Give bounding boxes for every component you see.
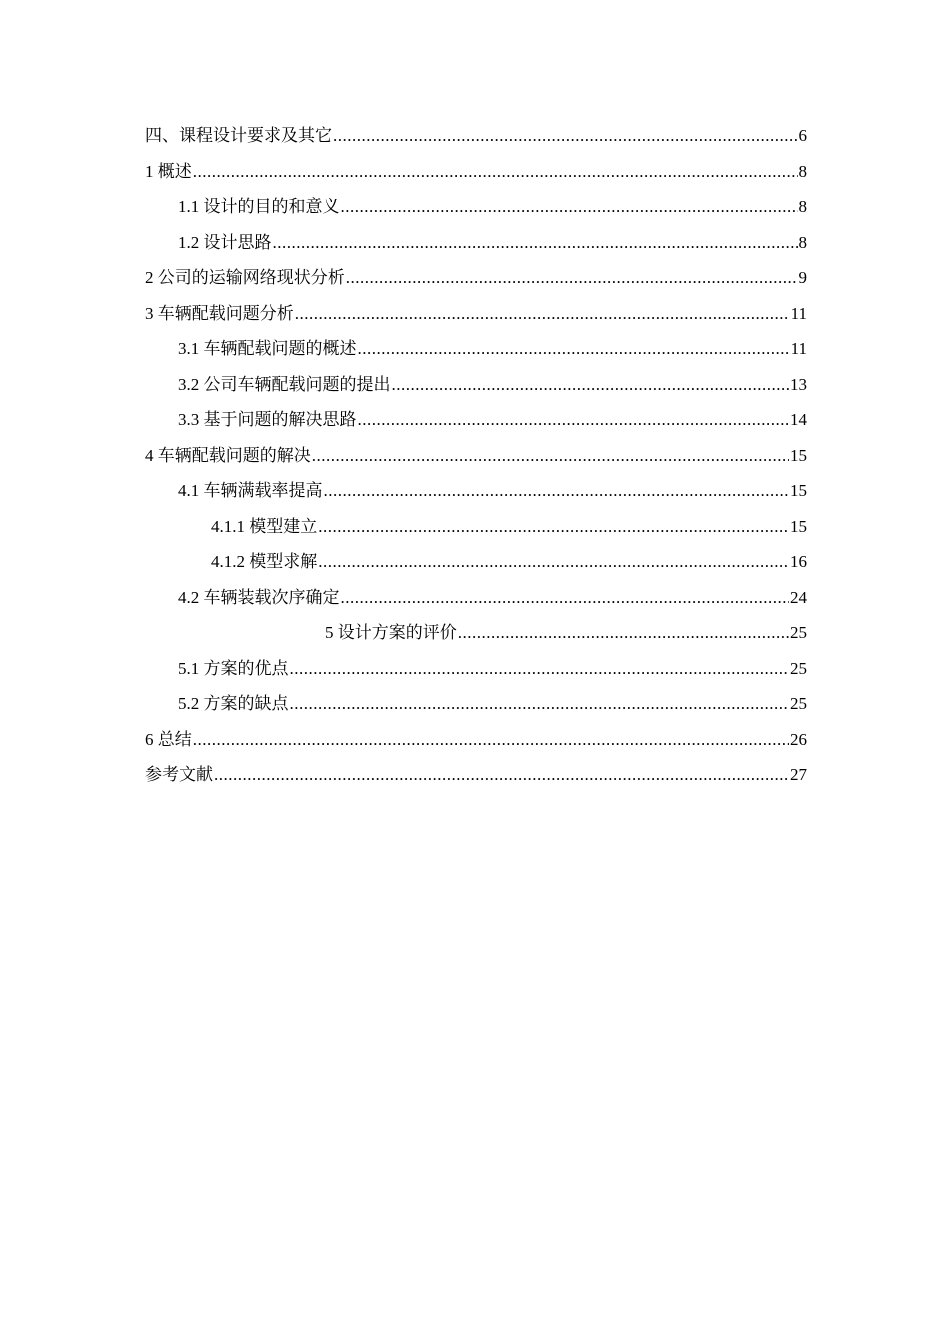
toc-dot-leader (273, 225, 798, 261)
toc-dot-leader (341, 189, 798, 225)
toc-entry-page: 13 (790, 374, 807, 394)
toc-entry-title: 4.1.2 模型求解 (211, 552, 318, 571)
toc-entry-title: 6 总结 (145, 729, 192, 749)
toc-entry-title: 3 车辆配载问题分析 (145, 303, 294, 323)
toc-dot-leader (341, 580, 790, 616)
toc-entry[interactable] (145, 473, 807, 509)
toc-dot-leader (193, 154, 798, 190)
toc-entry-title: 2 公司的运输网络现状分析 (145, 268, 345, 287)
toc-dot-leader (324, 473, 790, 509)
toc-dot-leader (346, 260, 798, 296)
toc-dot-leader (318, 509, 789, 545)
toc-entry[interactable] (145, 722, 807, 758)
toc-entry-page: 8 (798, 232, 807, 252)
toc-entry-page: 25 (790, 623, 807, 642)
toc-entry[interactable] (145, 438, 807, 474)
toc-entry-page: 14 (790, 410, 807, 429)
toc-entry-page: 15 (790, 481, 807, 500)
toc-entry-page: 26 (790, 729, 807, 749)
toc-entry-title: 4 车辆配载问题的解决 (145, 445, 311, 465)
toc-entry[interactable] (145, 544, 807, 580)
toc-dot-leader (318, 544, 789, 580)
toc-entry[interactable] (145, 331, 807, 367)
toc-entry-title: 4.2 车辆装载次序确定 (178, 587, 340, 607)
toc-dot-leader (312, 438, 789, 474)
toc-entry-title: 3.2 公司车辆配载问题的提出 (178, 374, 391, 394)
toc-entry-page: 9 (798, 268, 807, 287)
toc-entry[interactable] (145, 296, 807, 332)
toc-entry[interactable] (145, 580, 807, 616)
toc-entry-title: 3.3 基于问题的解决思路 (178, 410, 357, 429)
toc-entry-title: 5.2 方案的缺点 (178, 694, 289, 713)
toc-entry-title: 1 概述 (145, 161, 192, 181)
toc-entry-page: 8 (798, 161, 807, 181)
toc-entry[interactable] (145, 509, 807, 545)
toc-dot-leader (458, 615, 789, 651)
toc-entry-title: 4.1.1 模型建立 (211, 516, 318, 536)
toc-entry[interactable] (145, 225, 807, 261)
toc-entry-title: 1.2 设计思路 (178, 232, 272, 252)
toc-entry-page: 15 (790, 516, 807, 536)
toc-dot-leader (290, 686, 790, 722)
toc-entry-page: 11 (790, 339, 807, 358)
toc-dot-leader (392, 367, 790, 403)
toc-entry-page: 25 (790, 694, 807, 713)
toc-entry[interactable] (145, 757, 807, 793)
toc-entry-page: 8 (798, 197, 807, 216)
toc-entry-page: 6 (798, 126, 807, 145)
toc-entry[interactable] (145, 651, 807, 687)
toc-entry[interactable] (145, 402, 807, 438)
toc-dot-leader (193, 722, 789, 758)
toc-entry-page: 11 (790, 303, 807, 323)
toc-dot-leader (290, 651, 790, 687)
toc-dot-leader (358, 331, 790, 367)
toc-entry[interactable] (145, 686, 807, 722)
toc-entry-title: 5.1 方案的优点 (178, 658, 289, 678)
toc-entry-title: 1.1 设计的目的和意义 (178, 197, 340, 216)
toc-entry-title: 5 设计方案的评价 (325, 623, 457, 642)
toc-entry[interactable] (145, 260, 807, 296)
toc-dot-leader (214, 757, 789, 793)
toc-entry[interactable] (145, 615, 807, 651)
toc-entry-page: 25 (790, 658, 807, 678)
table-of-contents (145, 118, 807, 793)
toc-dot-leader (295, 296, 790, 332)
toc-entry-title: 3.1 车辆配载问题的概述 (178, 339, 357, 358)
toc-dot-leader (358, 402, 790, 438)
toc-entry-page: 24 (790, 587, 807, 607)
toc-dot-leader (333, 118, 798, 154)
toc-entry[interactable] (145, 367, 807, 403)
toc-entry-title: 参考文献 (145, 765, 213, 784)
toc-entry-page: 27 (790, 765, 807, 784)
toc-entry-title: 4.1 车辆满载率提高 (178, 481, 323, 500)
toc-entry[interactable] (145, 189, 807, 225)
toc-entry[interactable] (145, 154, 807, 190)
toc-entry-title: 四、课程设计要求及其它 (145, 126, 332, 145)
toc-entry[interactable] (145, 118, 807, 154)
toc-entry-page: 15 (790, 445, 807, 465)
toc-entry-page: 16 (790, 552, 807, 571)
